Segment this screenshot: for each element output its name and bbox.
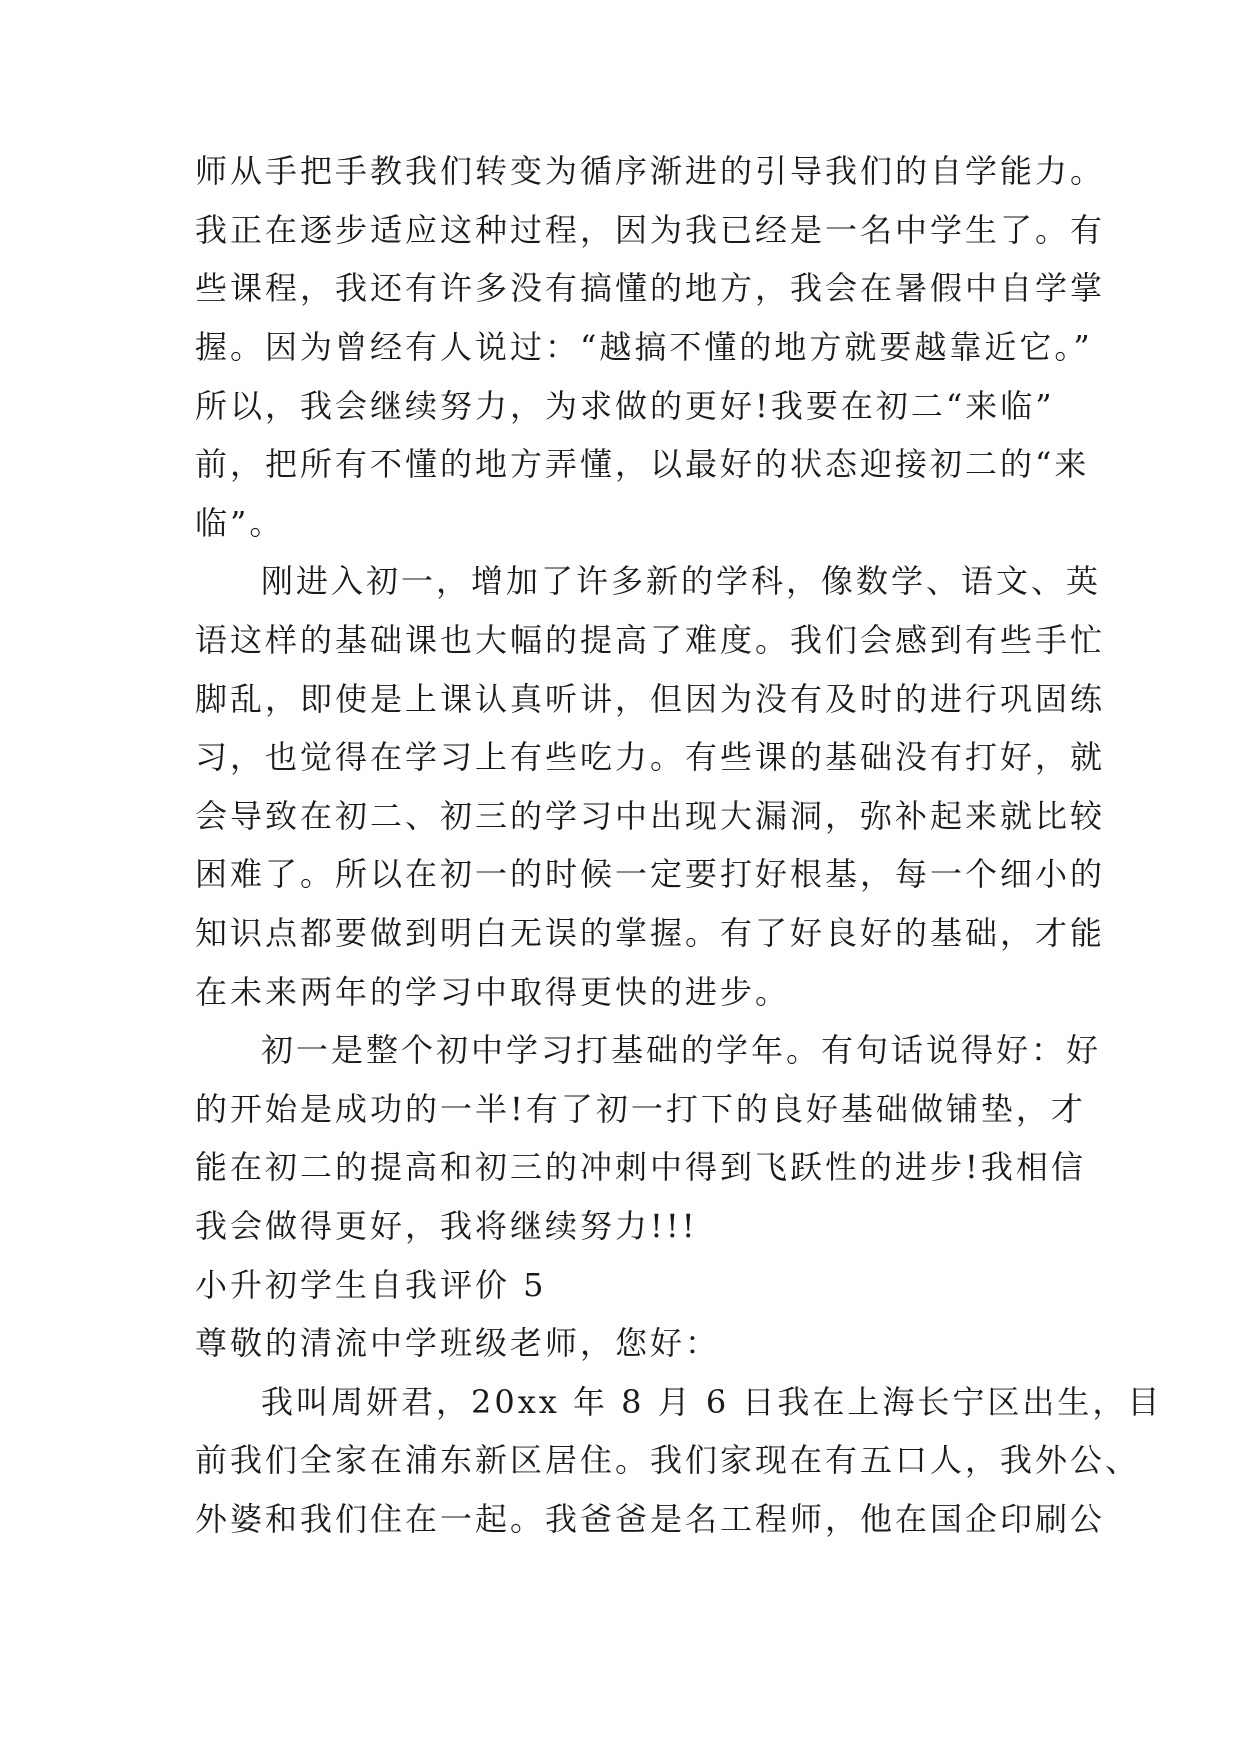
- text-line: 所以，我会继续努力，为求做的更好!我要在初二“来临”: [195, 387, 1055, 425]
- paragraph-first-line: 刚进入初一，增加了许多新的学科，像数学、语文、英: [261, 562, 1102, 600]
- text-line: 我正在逐步适应这种过程，因为我已经是一名中学生了。有: [195, 211, 1106, 249]
- text-line: 在未来两年的学习中取得更快的进步。: [195, 973, 791, 1011]
- text-line: 会导致在初二、初三的学习中出现大漏洞，弥补起来就比较: [195, 797, 1106, 835]
- text-line: 握。因为曾经有人说过：“越搞不懂的地方就要越靠近它。”: [195, 328, 1093, 366]
- text-line: 的开始是成功的一半!有了初一打下的良好基础做铺垫，才: [195, 1090, 1086, 1128]
- text-line: 临”。: [195, 504, 285, 542]
- text-line: 前，把所有不懂的地方弄懂，以最好的状态迎接初二的“来: [195, 445, 1090, 483]
- text-line: 外婆和我们住在一起。我爸爸是名工程师，他在国企印刷公: [195, 1500, 1106, 1538]
- text-line: 习，也觉得在学习上有些吃力。有些课的基础没有打好，就: [195, 738, 1106, 776]
- paragraph-first-line: 初一是整个初中学习打基础的学年。有句话说得好：好: [261, 1031, 1102, 1069]
- salutation: 尊敬的清流中学班级老师，您好：: [195, 1324, 721, 1362]
- text-line: 我会做得更好，我将继续努力!!!: [195, 1207, 698, 1245]
- text-line: 前我们全家在浦东新区居住。我们家现在有五口人，我外公、: [195, 1441, 1141, 1479]
- text-line: 师从手把手教我们转变为循序渐进的引导我们的自学能力。: [195, 152, 1106, 190]
- text-line: 语这样的基础课也大幅的提高了难度。我们会感到有些手忙: [195, 621, 1106, 659]
- text-line: 能在初二的提高和初三的冲刺中得到飞跃性的进步!我相信: [195, 1148, 1086, 1186]
- text-line: 知识点都要做到明白无误的掌握。有了好良好的基础，才能: [195, 914, 1106, 952]
- section-heading: 小升初学生自我评价 5: [195, 1266, 547, 1304]
- text-line: 脚乱，即使是上课认真听讲，但因为没有及时的进行巩固练: [195, 680, 1106, 718]
- text-line: 些课程，我还有许多没有搞懂的地方，我会在暑假中自学掌: [195, 269, 1106, 307]
- text-line: 困难了。所以在初一的时候一定要打好根基，每一个细小的: [195, 855, 1106, 893]
- paragraph-first-line: 我叫周妍君，20xx 年 8 月 6 日我在上海长宁区出生，目: [261, 1383, 1163, 1421]
